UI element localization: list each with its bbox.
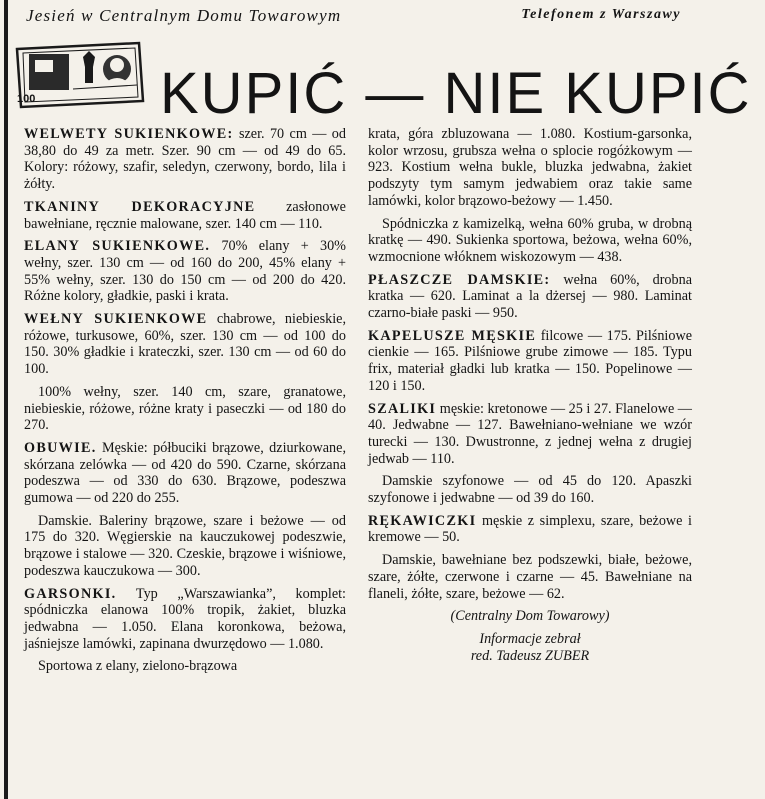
paragraph-text: Spódniczka z kamizelką, wełna 60% gruba, w drobną kratkę — 490. Sukienka sportowa, beżowa, wełna 60%, wzmocnione włóknem wiskozowym — 438.	[368, 215, 692, 265]
article-paragraph	[24, 126, 346, 193]
paragraph-text: męskie z simplexu, szare, beżowe i kremowe — 50.	[368, 512, 692, 546]
header-strip	[4, 0, 761, 30]
paragraph-text: Damskie. Baleriny brązowe, szare i beżowe — od 175 do 320. Węgierskie na kauczukowej podeszwie, brązowe i stalowe — 320. Czeskie, brązowe i wiśniowe, podeszwa kauczukowa — 300.	[24, 512, 346, 579]
article-column-right	[368, 126, 692, 665]
section-keyword: OBUWIE.	[24, 439, 97, 456]
paragraph-text: krata, góra zbluzowana — 1.080. Kostium-garsonka, kolor wrzosu, grubsza wełna o splocie rogóżkowym — 923. Kostium wełna bukle, bluzka jedwabna, żakiet podszyty tym samym jedwabiem oraz takie same lamówki, kolor brązowo-beżowy — 1.450.	[368, 126, 692, 209]
paragraph-text: chabrowe, niebieskie, różowe, turkusowe, 60%, szer. 130 cm — od 100 do 150. 30% gładkie i krateczki, szer. 130 cm — od 60 do 100.	[24, 311, 346, 378]
paragraph-text: Sportowa z elany, zielono-brązowa	[38, 658, 238, 675]
section-keyword: SZALIKI	[368, 400, 437, 417]
article-paragraph	[24, 586, 346, 653]
section-keyword: WELWETY SUKIENKOWE:	[24, 126, 234, 142]
article-paragraph	[24, 658, 346, 675]
kicker-right: Telefonem z Warszawy	[521, 7, 681, 22]
article-paragraph	[24, 238, 346, 305]
section-keyword: TKANINY DEKORACYJNE	[24, 198, 256, 215]
article-paragraph	[368, 272, 692, 322]
paragraph-text: Typ „Warszawianka”, komplet: spódniczka elanowa 100% tropik, żakiet, bluzka jedwabna — 1.050. Elana koronkowa, beżowa, jaśniejsze lamówki, zapinana dwurzędowo — 1.080.	[24, 585, 346, 652]
paragraph-text: męskie: kretonowe — 25 i 27. Flanelowe — 40. Jedwabne — 127. Bawełniano-wełniane we wzór turecki — 130. Dwustronne, z jednej wełna z drugiej jedwab — 110.	[368, 400, 692, 467]
kicker-left: Jesień w Centralnym Domu Towarowym	[26, 6, 342, 25]
paragraph-text: filcowe — 175. Pilśniowe cienkie — 165. Pilśniowe grube zimowe — 185. Typu frix, materiał gładki lub kratka — 150. Popelinowe — 120 i 150.	[368, 327, 692, 394]
source-credit: (Centralny Dom Towarowy)	[450, 608, 610, 625]
paragraph-text: Damskie szyfonowe — od 45 do 120. Apaszki szyfonowe i jedwabne — od 39 do 160.	[368, 473, 692, 507]
section-keyword: ELANY SUKIENKOWE.	[24, 238, 211, 255]
page-headline: KUPIĆ — NIE KUPIĆ	[160, 60, 752, 126]
article-column-left	[24, 126, 346, 681]
article-paragraph	[368, 126, 692, 210]
article-paragraph	[368, 328, 692, 395]
article-paragraph	[368, 473, 692, 506]
section-keyword: PŁASZCZE DAMSKIE:	[368, 271, 551, 288]
paragraph-text: 100% wełny, szer. 140 cm, szare, granatowe, niebieskie, różowe, różne kraty i paseczki — od 180 do 270.	[24, 383, 346, 434]
article-paragraph	[24, 513, 346, 580]
article-paragraph	[368, 401, 692, 468]
paragraph-text: 70% elany + 30% wełny, szer. 130 cm — od 160 do 200, 45% elany + 55% wełny, szer. 130 do 150 cm — od 200 do 420. Różne kolory, gładkie, paski i krata.	[24, 238, 346, 305]
paragraph-text: szer. 70 cm — od 38,80 do 49 za metr. Szer. 90 cm — od 49 do 65. Kolory: różowy, szafir, seledyn, czerwony, bordo, lila i żółty.	[24, 126, 346, 193]
article-paragraph	[24, 384, 346, 434]
paragraph-text: zasłonowe bawełniane, ręcznie malowane, szer. 140 cm — 110.	[24, 198, 346, 232]
section-keyword: RĘKAWICZKI	[368, 512, 477, 529]
collected-credit: Informacje zebrał	[479, 630, 581, 647]
paragraph-text: Męskie: półbuciki brązowe, dziurkowane, skórzana zelówka — od 420 do 590. Czarne, skórzana podeszwa — od 330 do 630. Brązowe, podeszwa gumowa — od 220 do 255.	[24, 439, 346, 507]
editor-credit: red. Tadeusz ZUBER	[470, 647, 590, 664]
banknote-logo	[13, 39, 146, 111]
section-keyword: GARSONKI.	[24, 585, 117, 602]
paragraph-text: wełna 60%, drobna kratka — 620. Laminat a la dżersej — 980. Laminat czarno-białe paski — 950.	[368, 271, 692, 322]
article-paragraph	[368, 552, 692, 602]
article-paragraph	[368, 216, 692, 266]
article-paragraph	[24, 311, 346, 378]
logo-number: 100	[17, 93, 36, 105]
article-paragraph	[24, 199, 346, 232]
article-paragraph	[368, 513, 692, 546]
article-paragraph	[24, 440, 346, 507]
left-border-rule	[4, 0, 8, 799]
section-keyword: WEŁNY SUKIENKOWE	[24, 311, 208, 328]
section-keyword: KAPELUSZE MĘSKIE	[368, 327, 537, 344]
paragraph-text: Damskie, bawełniane bez podszewki, białe, beżowe, szare, żółte, czerwone i czarne — 45. Bawełniane na flaneli, żółte, szare, beżowe — 62.	[368, 552, 692, 602]
